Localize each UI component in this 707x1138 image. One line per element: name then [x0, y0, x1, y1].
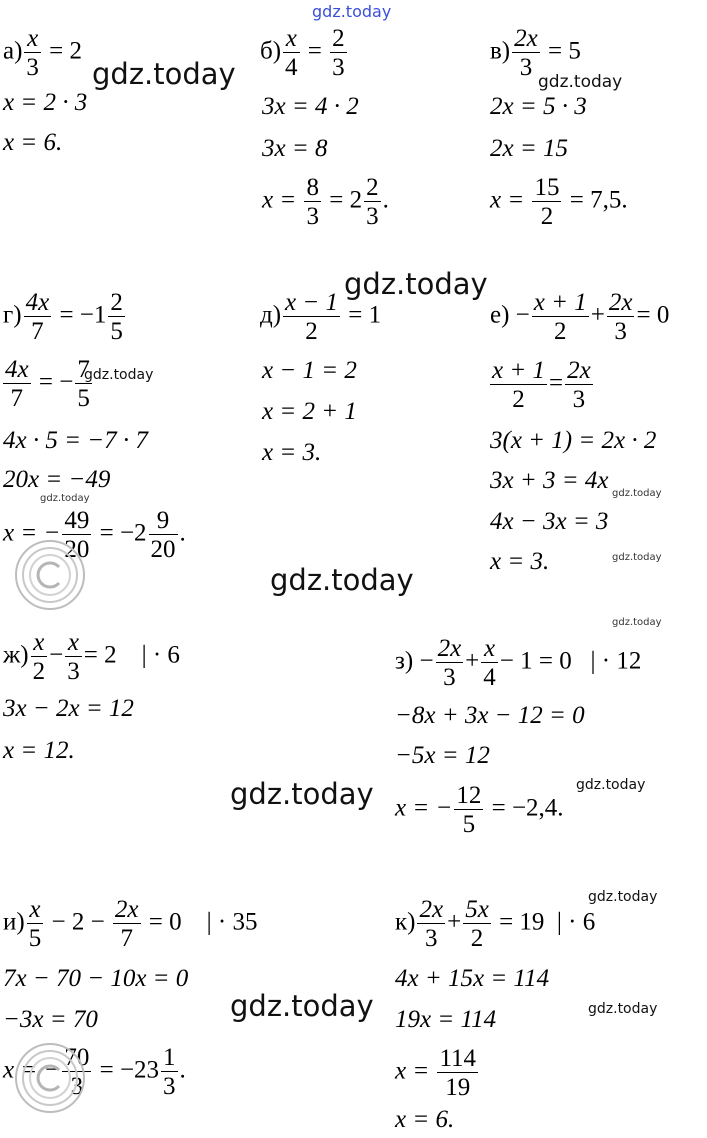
fraction: $\frac{70}{3}$: [64, 1044, 90, 1100]
watermark: gdz.today: [612, 488, 662, 499]
watermark: gdz.today: [588, 1001, 658, 1017]
fraction: $\frac{9}{20}$: [150, 507, 176, 563]
problem-e-step: 4x − 3x = 3: [490, 508, 609, 535]
fraction: $\frac{x + 1}{2}$: [492, 357, 545, 413]
problem-k-step: 19x = 114: [395, 1006, 497, 1033]
problem-g-answer: x = − $\frac{49}{20}$ = −2 $\frac{9}{20}$ .: [3, 507, 186, 563]
problem-zh-equation: ж) $\frac{x}{2}$ − $\frac{x}{3}$ = 2 | · 6: [3, 629, 180, 685]
problem-d-step: x − 1 = 2: [262, 357, 357, 384]
problem-e-equation: е) − $\frac{x + 1}{2}$ + $\frac{2x}{3}$ = 0: [490, 289, 670, 345]
problem-i-equation: и) $\frac{x}{5}$ − 2 − $\frac{2x}{7}$ = 0 | · 35: [3, 896, 258, 952]
problem-k-step: 4x + 15x = 114: [395, 965, 550, 992]
fraction: $\frac{12}{5}$: [456, 782, 482, 838]
fraction: $\frac{114}{19}$: [439, 1045, 477, 1101]
fraction: $\frac{x}{2}$: [32, 629, 46, 685]
fraction: $\frac{7}{5}$: [77, 356, 90, 412]
fraction: $\frac{x}{3}$: [67, 629, 80, 685]
watermark: gdz.today: [84, 367, 154, 383]
problem-z-equation: з) − $\frac{2x}{3}$ + $\frac{x}{4}$ − 1 = 0 | · 12: [395, 635, 642, 691]
problem-a-answer: x = 6.: [3, 129, 63, 156]
problem-v-step: 2x = 5 · 3: [490, 93, 587, 120]
fraction: $\frac{2x}{3}$: [514, 25, 538, 81]
problem-k-step: x = $\frac{114}{19}$: [395, 1045, 477, 1101]
fraction: $\frac{2x}{3}$: [567, 357, 591, 413]
problem-d-answer: x = 3.: [262, 439, 322, 466]
fraction: $\frac{4x}{7}$: [5, 356, 29, 412]
fraction: $\frac{x}{4}$: [285, 25, 298, 81]
problem-d-label: д): [260, 301, 282, 329]
watermark: gdz.today: [538, 72, 623, 92]
problem-i-answer: x = − $\frac{70}{3}$ = −23 $\frac{1}{3}$ .: [3, 1044, 186, 1100]
problem-e-step: 3(x + 1) = 2x · 2: [490, 427, 657, 454]
problem-e-label: е): [490, 301, 510, 329]
fraction: $\frac{15}{2}$: [534, 174, 560, 230]
problem-e-step: $\frac{x + 1}{2}$ = $\frac{2x}{3}$: [492, 357, 591, 413]
problem-b-equation: б) $\frac{x}{4}$ = $\frac{2}{3}$: [260, 25, 345, 81]
problem-v-label: в): [490, 37, 511, 65]
problem-a-step: x = 2 · 3: [3, 89, 88, 116]
watermark: gdz.today: [230, 989, 374, 1023]
problem-v-answer: x = $\frac{15}{2}$ = 7,5.: [490, 174, 628, 230]
watermark: gdz.today: [92, 57, 236, 91]
copyright-stamp-icon: [10, 1038, 90, 1118]
fraction: $\frac{2x}{3}$: [608, 289, 633, 345]
fraction: $\frac{4x}{7}$: [25, 289, 50, 345]
problem-g-step: 20x = −49: [3, 466, 111, 493]
problem-zh-answer: x = 12.: [3, 737, 75, 764]
problem-k-label: к): [395, 908, 416, 936]
fraction: $\frac{x}{3}$: [26, 25, 39, 81]
problem-i-label: и): [3, 908, 25, 936]
fraction: $\frac{2}{5}$: [110, 289, 123, 345]
problem-d-equation: д) $\frac{x - 1}{2}$ = 1: [260, 289, 382, 345]
fraction: $\frac{2x}{7}$: [114, 896, 139, 952]
fraction: $\frac{2x}{3}$: [419, 896, 444, 952]
problem-z-step: −8x + 3x − 12 = 0: [395, 702, 585, 729]
problem-g-step: 4x · 5 = −7 · 7: [3, 427, 148, 454]
problem-z-label: з): [395, 647, 414, 675]
problem-z-step: −5x = 12: [395, 742, 490, 769]
watermark-top: gdz.today: [312, 2, 392, 21]
fraction: $\frac{8}{3}$: [306, 174, 319, 230]
problem-e-answer: x = 3.: [490, 548, 550, 575]
fraction: $\frac{2x}{3}$: [437, 635, 462, 691]
copyright-stamp-icon: [10, 535, 90, 615]
watermark: gdz.today: [230, 777, 374, 811]
fraction: $\frac{49}{20}$: [64, 507, 90, 563]
fraction: $\frac{x + 1}{2}$: [533, 289, 587, 345]
watermark: gdz.today: [40, 493, 90, 504]
problem-g-equation: г) $\frac{4x}{7}$ = −1 $\frac{2}{5}$: [3, 289, 123, 345]
fraction: $\frac{x - 1}{2}$: [285, 289, 339, 345]
problem-b-answer: x = $\frac{8}{3}$ = 2 $\frac{2}{3}$ .: [262, 174, 389, 230]
fraction: $\frac{x}{4}$: [483, 635, 496, 691]
problem-k-equation: к) $\frac{2x}{3}$ + $\frac{5x}{2}$ = 19 | · 6: [395, 896, 596, 952]
watermark: gdz.today: [576, 777, 646, 793]
watermark: gdz.today: [612, 552, 662, 563]
problem-zh-step: 3x − 2x = 12: [3, 695, 134, 722]
problem-b-step: 3x = 4 · 2: [262, 93, 359, 120]
fraction: $\frac{1}{3}$: [163, 1044, 176, 1100]
problem-e-step: 3x + 3 = 4x: [490, 467, 609, 494]
problem-zh-label: ж): [3, 641, 29, 669]
problem-k-answer: x = 6.: [395, 1106, 455, 1133]
watermark: gdz.today: [612, 617, 662, 628]
fraction: $\frac{2}{3}$: [366, 174, 379, 230]
watermark: gdz.today: [344, 267, 488, 301]
problem-g-step: $\frac{4x}{7}$ = − $\frac{7}{5}$: [5, 356, 90, 412]
watermark: gdz.today: [270, 563, 414, 597]
problem-v-equation: в) $\frac{2x}{3}$ = 5: [490, 25, 581, 81]
problem-d-step: x = 2 + 1: [262, 398, 357, 425]
problem-i-step: 7x − 70 − 10x = 0: [3, 965, 189, 992]
problem-b-label: б): [260, 37, 282, 65]
problem-z-answer: x = − $\frac{12}{5}$ = −2,4.: [395, 782, 564, 838]
problem-i-step: −3x = 70: [3, 1006, 98, 1033]
fraction: $\frac{5x}{2}$: [465, 896, 489, 952]
problem-b-step: 3x = 8: [262, 135, 328, 162]
problem-a-label: а): [3, 37, 23, 65]
problem-a-equation: а) $\frac{x}{3}$ = 2: [3, 25, 83, 81]
watermark: gdz.today: [588, 889, 658, 905]
fraction: $\frac{x}{5}$: [28, 896, 42, 952]
problem-g-label: г): [3, 301, 22, 329]
fraction: $\frac{2}{3}$: [332, 25, 345, 81]
problem-v-step: 2x = 15: [490, 135, 568, 162]
